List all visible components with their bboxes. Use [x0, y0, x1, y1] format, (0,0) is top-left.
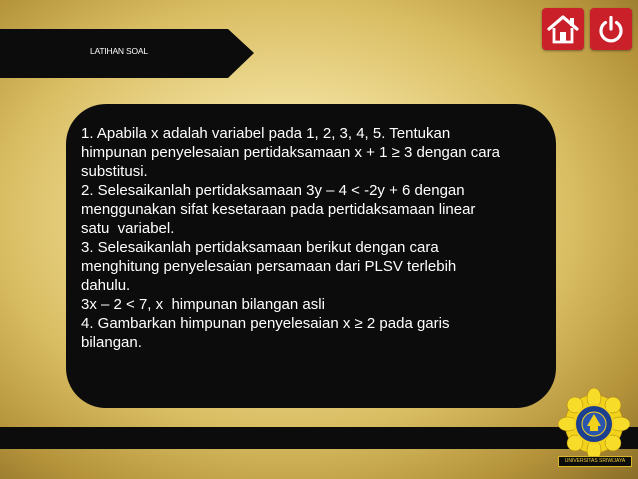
question-line: himpunan penyelesaian pertidaksamaan x + 1 ≥ 3 dengan cara — [81, 144, 500, 161]
question-line: menggunakan sifat kesetaraan pada pertidaksamaan linear — [81, 201, 476, 218]
home-button[interactable] — [542, 8, 584, 50]
section-label: LATIHAN SOAL — [90, 46, 148, 56]
footer-band — [0, 427, 638, 449]
question-list — [81, 124, 546, 352]
question-line: 1. Apabila x adalah variabel pada 1, 2, 3, 4, 5. Tentukan — [81, 125, 451, 142]
question-line: satu variabel. — [81, 220, 175, 237]
question-line: 2. Selesaikanlah pertidaksamaan 3y – 4 < -2y + 6 dengan — [81, 182, 465, 199]
power-button[interactable] — [590, 8, 632, 50]
logo-caption: UNIVERSITAS SRIWIJAYA — [558, 456, 632, 467]
question-line: 3. Selesaikanlah pertidaksamaan berikut dengan cara — [81, 239, 439, 256]
question-line: 4. Gambarkan himpunan penyelesaian x ≥ 2 pada garis — [81, 315, 450, 332]
power-icon — [595, 13, 627, 45]
question-line: bilangan. — [81, 334, 142, 351]
home-icon — [546, 12, 580, 46]
question-line: dahulu. — [81, 277, 131, 294]
question-line: 3x – 2 < 7, x himpunan bilangan asli — [81, 296, 325, 313]
question-line: menghitung penyelesaian persamaan dari PLSV terlebih — [81, 258, 457, 275]
question-line: substitusi. — [81, 163, 148, 180]
